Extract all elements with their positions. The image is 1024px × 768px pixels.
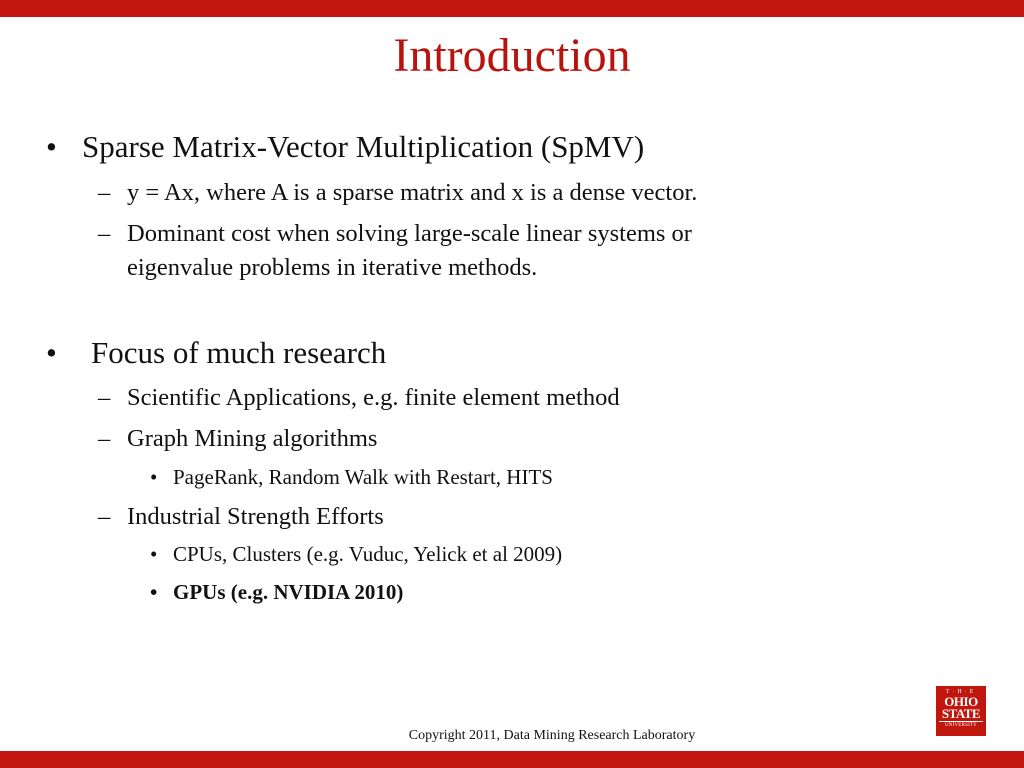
bullet-marker: • — [46, 129, 57, 164]
bottom-accent-bar — [0, 751, 1024, 768]
bullet-spmv: Sparse Matrix-Vector Multiplication (SpMV) — [82, 129, 645, 164]
bullet-marker: • — [150, 465, 158, 489]
bullet-marker: • — [150, 542, 158, 566]
bullet-marker: • — [150, 580, 158, 604]
logo-line-state: STATE — [941, 706, 981, 721]
subitem-algorithms: PageRank, Random Walk with Restart, HITS — [173, 465, 553, 489]
dash-marker: – — [98, 384, 111, 411]
bullet-focus: Focus of much research — [91, 335, 387, 370]
slide-title: Introduction — [393, 29, 631, 82]
item-industrial-efforts: Industrial Strength Efforts — [127, 503, 384, 530]
logo-line-the: T·H·E — [945, 689, 977, 695]
footer-copyright: Copyright 2011, Data Mining Research Laboratory — [408, 728, 696, 743]
dash-marker: – — [98, 503, 111, 530]
item-graph-mining: Graph Mining algorithms — [127, 425, 378, 452]
dash-marker: – — [98, 179, 111, 206]
logo-line-university: UNIVERSITY — [939, 721, 983, 729]
dash-marker: – — [98, 220, 111, 247]
logo-line-ohio: OHIO — [944, 694, 978, 709]
item-dominant-cost-line1: Dominant cost when solving large-scale linear systems or — [127, 220, 692, 247]
subitem-gpus: GPUs (e.g. NVIDIA 2010) — [173, 580, 404, 604]
item-scientific-applications: Scientific Applications, e.g. finite element method — [127, 384, 620, 411]
dash-marker: – — [98, 425, 111, 452]
item-definition: y = Ax, where A is a sparse matrix and x is a dense vector. — [127, 179, 698, 206]
item-dominant-cost-line2: eigenvalue problems in iterative methods. — [127, 254, 538, 281]
subitem-cpus: CPUs, Clusters (e.g. Vuduc, Yelick et al 2009) — [173, 542, 563, 566]
bullet-marker: • — [46, 335, 57, 370]
